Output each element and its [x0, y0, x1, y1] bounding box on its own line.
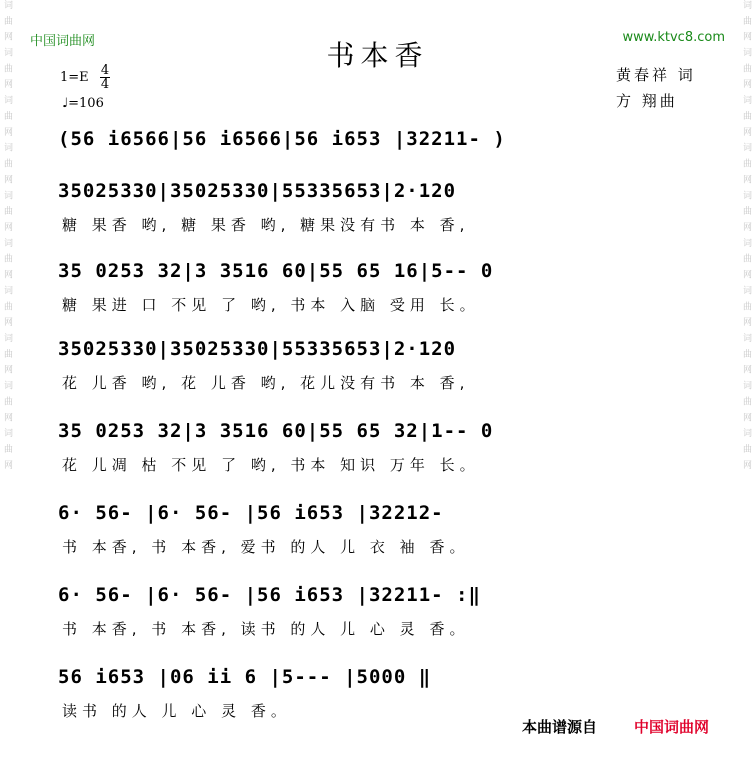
lyrics-line-5: 花 儿凋 枯 不见 了 哟, 书本 知识 万年 长。 [62, 456, 480, 474]
notation-line-1: (56 i6566|56 i6566|56 i653 |32211- ) [58, 128, 506, 150]
notation-line-4: 35025330|35025330|55335653|2·120 [58, 338, 457, 360]
site-url-right[interactable]: www.ktvc8.com [622, 30, 725, 45]
notation-line-3: 35 0253 32|3 3516 60|55 65 16|5-- 0 [58, 260, 494, 282]
time-denominator: 4 [100, 77, 110, 92]
site-name-left[interactable]: 中国词曲网 [30, 34, 96, 49]
notation-line-2: 35025330|35025330|55335653|2·120 [58, 180, 457, 202]
notation-line-6: 6· 56- |6· 56- |56 i653 |32212- [58, 502, 444, 524]
score-source-label: 本曲谱源自 [522, 718, 598, 736]
notation-line-8: 56 i653 |06 ii 6 |5--- |5000 ‖ [58, 666, 432, 688]
notation-line-7: 6· 56- |6· 56- |56 i653 |32211- :‖ [58, 584, 481, 606]
lyrics-line-2: 糖 果香 哟, 糖 果香 哟, 糖果没有书 本 香, [62, 216, 470, 234]
lyrics-line-3: 糖 果进 口 不见 了 哟, 书本 入脑 受用 长。 [62, 296, 480, 314]
lyrics-line-8: 读书 的人 儿 心 灵 香。 [62, 702, 291, 720]
song-title: 书本香 [326, 39, 429, 72]
key-signature: 1=E [60, 70, 89, 85]
time-signature [100, 64, 110, 91]
lyricist-credit: 黄春祥 词 [616, 66, 696, 84]
lyrics-line-6: 书 本香, 书 本香, 爱书 的人 儿 衣 袖 香。 [62, 538, 470, 556]
score-source-site[interactable]: 中国词曲网 [634, 718, 710, 736]
lyrics-line-7: 书 本香, 书 本香, 读书 的人 儿 心 灵 香。 [62, 620, 470, 638]
right-watermark: 词 曲 网 词 曲 网 词 曲 网 词 曲 网 词 曲 网 词 曲 网 词 曲 网 词 曲 网 词 曲 网 词 曲 网 [741, 0, 751, 471]
notation-line-5: 35 0253 32|3 3516 60|55 65 32|1-- 0 [58, 420, 494, 442]
lyrics-line-4: 花 儿香 哟, 花 儿香 哟, 花儿没有书 本 香, [62, 374, 470, 392]
left-watermark: 词 曲 网 词 曲 网 词 曲 网 词 曲 网 词 曲 网 词 曲 网 词 曲 网 词 曲 网 词 曲 网 词 曲 网 [2, 0, 12, 471]
composer-credit: 方 翔曲 [616, 92, 678, 110]
tempo-marking: ♩=106 [62, 96, 104, 111]
time-numerator: 4 [100, 63, 110, 78]
